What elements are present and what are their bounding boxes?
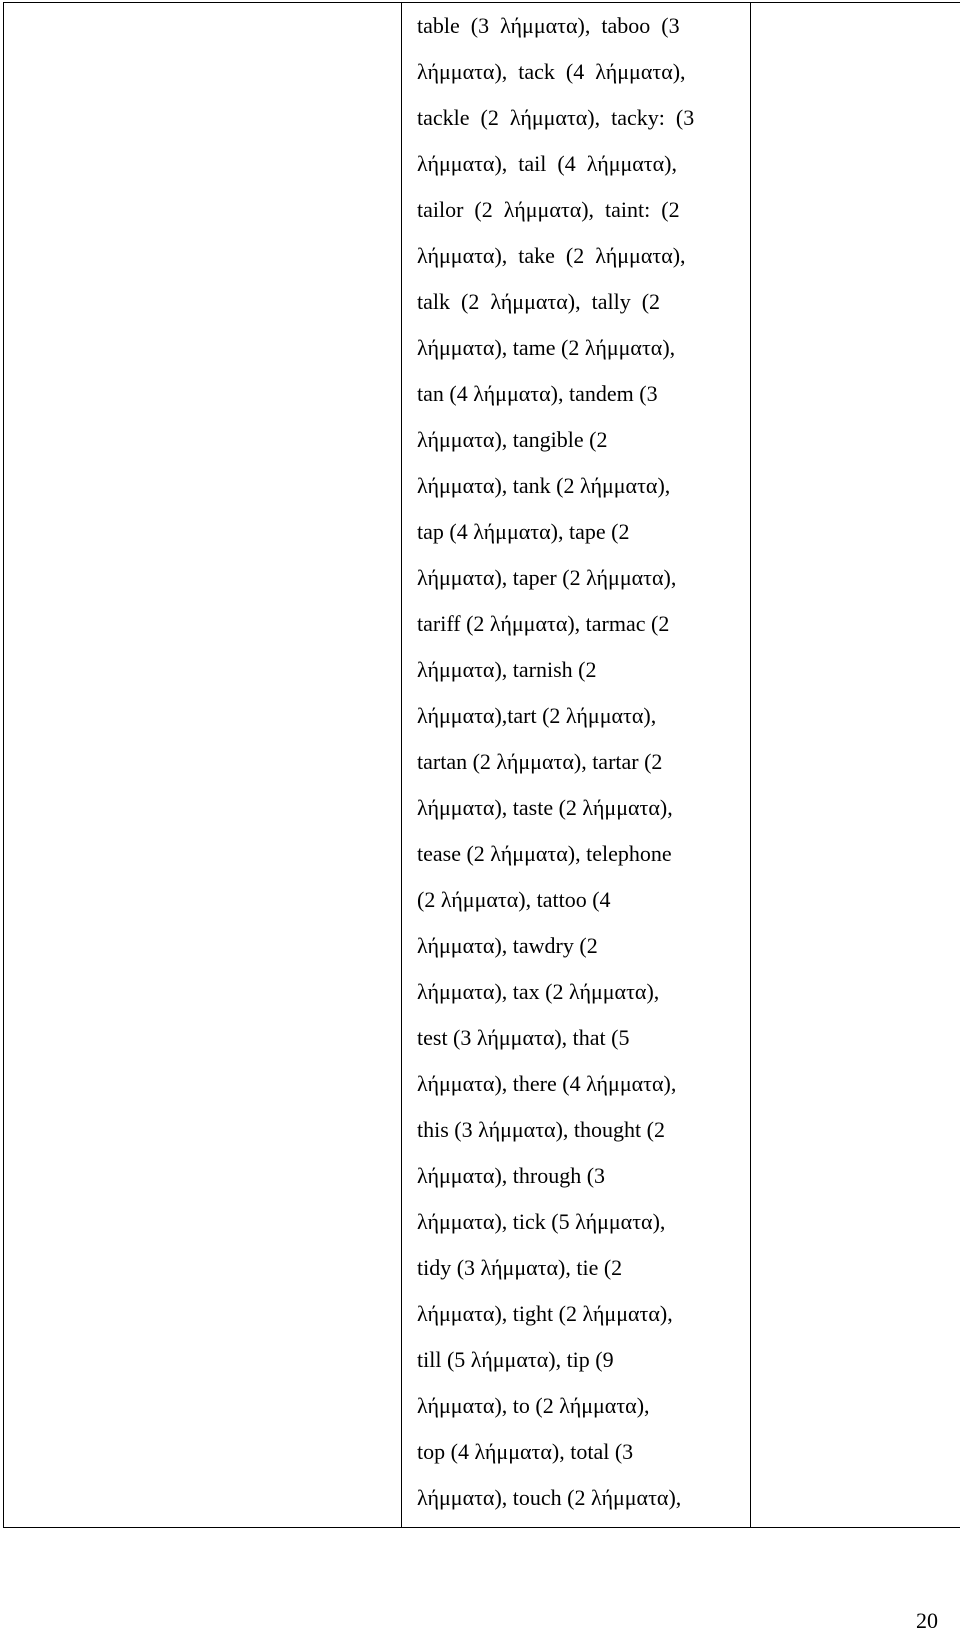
lemma-line: λήμματα), tangible (2 [417,427,608,452]
lemma-line: talk (2 λήμματα), tally (2 [417,289,661,314]
lemma-line: λήμματα), to (2 λήμματα), [417,1393,650,1418]
lemma-line: λήμματα), tack (4 λήμματα), [417,59,686,84]
lemma-line: λήμματα), there (4 λήμματα), [417,1071,677,1096]
table-cell-left [4,3,402,1528]
lemma-line: tan (4 λήμματα), tandem (3 [417,381,658,406]
lemma-line: λήμματα), tail (4 λήμματα), [417,151,678,176]
lemma-line: top (4 λήμματα), total (3 [417,1439,634,1464]
lemma-line: λήμματα),tart (2 λήμματα), [417,703,657,728]
lemma-line: λήμματα), tick (5 λήμματα), [417,1209,666,1234]
lemma-line: tartan (2 λήμματα), tartar (2 [417,749,663,774]
lemma-line: λήμματα), touch (2 λήμματα), [417,1485,682,1510]
lemma-line: λήμματα), tank (2 λήμματα), [417,473,671,498]
lemma-line: tidy (3 λήμματα), tie (2 [417,1255,623,1280]
lemma-line: λήμματα), taste (2 λήμματα), [417,795,673,820]
page-number: 20 [916,1608,938,1633]
lemma-list-text [402,3,750,1521]
lemma-line: λήμματα), tarnish (2 [417,657,597,682]
lemma-line: λήμματα), tight (2 λήμματα), [417,1301,673,1326]
lemma-line: this (3 λήμματα), thought (2 [417,1117,665,1142]
table-row [4,3,960,1528]
lemma-line: λήμματα), taper (2 λήμματα), [417,565,677,590]
lemma-line: tease (2 λήμματα), telephone [417,841,672,866]
lemma-line: table (3 λήμματα), taboo (3 [417,13,680,38]
lemma-line: λήμματα), take (2 λήμματα), [417,243,686,268]
lemma-line: λήμματα), tax (2 λήμματα), [417,979,660,1004]
lemma-line: tailor (2 λήμματα), taint: (2 [417,197,680,222]
table-cell-right [751,3,960,1528]
lemma-table [3,2,960,1528]
lemma-line: (2 λήμματα), tattoo (4 [417,887,611,912]
lemma-line: λήμματα), tame (2 λήμματα), [417,335,676,360]
lemma-line: till (5 λήμματα), tip (9 [417,1347,614,1372]
lemma-line: tariff (2 λήμματα), tarmac (2 [417,611,670,636]
lemma-line: λήμματα), tawdry (2 [417,933,598,958]
lemma-line: λήμματα), through (3 [417,1163,606,1188]
lemma-line: tap (4 λήμματα), tape (2 [417,519,630,544]
table-cell-lemmas [402,3,751,1528]
lemma-line: tackle (2 λήμματα), tacky: (3 [417,105,695,130]
lemma-line: test (3 λήμματα), that (5 [417,1025,630,1050]
